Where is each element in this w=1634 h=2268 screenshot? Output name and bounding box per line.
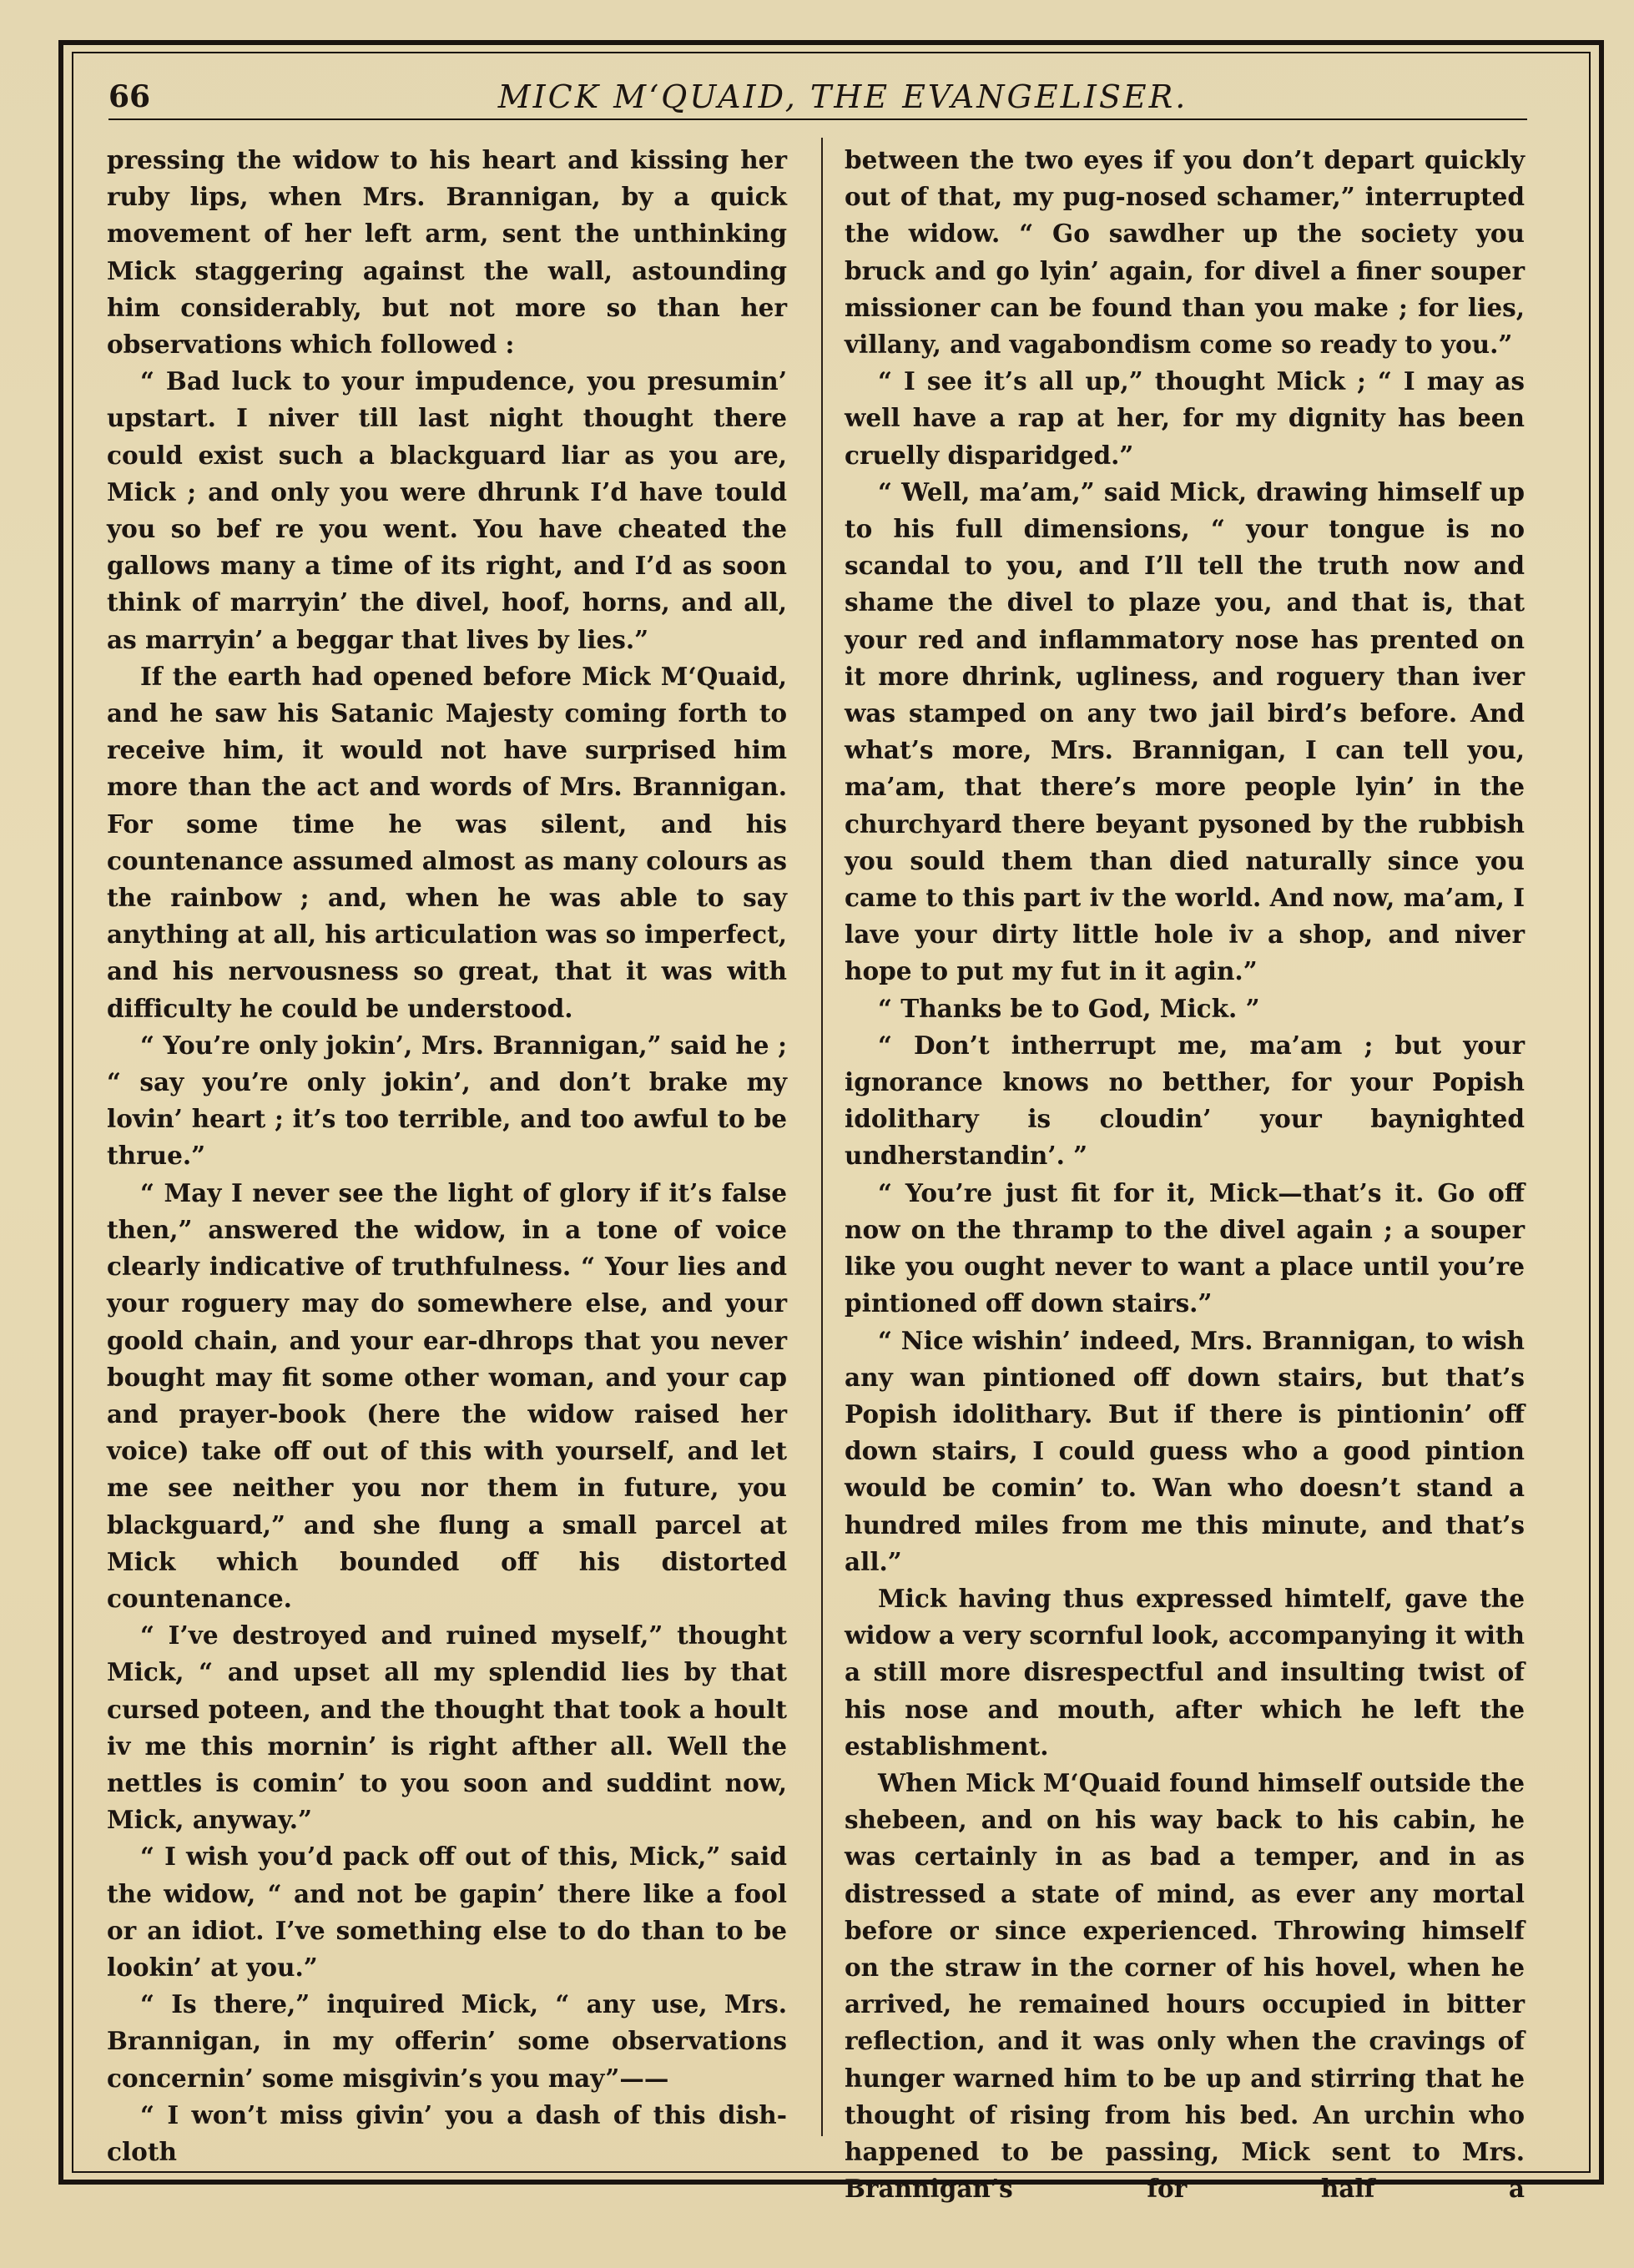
paragraph: “ I see it’s all up,” thought Mick ; “ I may as well have a rap at her, for my dignity has been cruelly disparidged.” — [845, 366, 1525, 470]
paragraph: “ Bad luck to your impudence, you presumin’ upstart. I niver till last night thought there could exist such a blackguard liar as you are, Mick ; and only you were dhrunk I’d have tould you so bef re you went. You have cheated the gallows many a time of its right, and I’d as soon think of marryin’ the divel, hoof, horns, and all, as marryin’ a beggar that lives by lies.” — [107, 366, 787, 654]
paragraph: pressing the widow to his heart and kissing her ruby lips, when Mrs. Brannigan, by a quick movement of her left arm, sent the unthinking Mick staggering against the wall, astounding him considerably, but not more so than her observations which followed : — [107, 145, 787, 360]
page-number: 66 — [108, 79, 151, 114]
paragraph: “ I won’t miss givin’ you a dash of this dish-cloth — [107, 2099, 787, 2166]
paragraph: If the earth had opened before Mick M‘Quaid, and he saw his Satanic Majesty coming forth to receive him, it would not have surprised him more than the act and words of Mrs. Brannigan. For some time he was silent, and his countenance assumed almost as many colours as the rainbow ; and, when he was able to say anything at all, his articulation was so imperfect, and his nervousness so great, that it was with difficulty he could be understood. — [107, 661, 788, 1023]
column-divider — [821, 138, 823, 2136]
paragraph: “ I wish you’d pack off out of this, Mick,” said the widow, “ and not be gapin’ there like a fool or an idiot. I’ve something else to do than to be lookin’ at you.” — [107, 1842, 787, 1982]
paragraph: When Mick M‘Quaid found himself outside the shebeen, and on his way back to his cabin, he was certainly in as bad a temper, and in as distressed a state of mind, as ever any mortal before or since experienced. Throwing himself on the straw in the corner of his hovel, when he arrived, he remained hours occupied in bitter reflection, and it was only when the cravings of hunger warned him to be up and stirring that he thought of rising from his bed. An urchin who happened to be passing, Mick sent to Mrs. Brannigan’s for half a — [845, 1767, 1525, 2204]
page-header — [108, 72, 1527, 122]
paragraph: “ Nice wishin’ indeed, Mrs. Brannigan, to wish any wan pintioned off down stairs, but that’s Popish idolithary. But if there is pintionin’ off down stairs, I could guess who a good pintion would be comin’ to. Wan who doesn’t stand a hundred miles from me this minute, and that’s all.” — [845, 1325, 1525, 1576]
paragraph: Mick having thus expressed himtelf, gave the widow a very scornful look, accompanying it with a still more disrespectful and insulting twist of his nose and mouth, after which he left the establishment. — [845, 1583, 1525, 1761]
left-column — [107, 142, 787, 2170]
right-column — [845, 142, 1525, 2207]
header-rule — [108, 118, 1527, 120]
paragraph: “ Well, ma’am,” said Mick, drawing himself up to his full dimensions, “ your tongue is no scandal to you, and I’ll tell the truth now and shame the divel to plaze you, and that is, that your red and inflammatory nose has prented on it more dhrink, ugliness, and roguery than iver was stamped on any two jail bird’s before. And what’s more, Mrs. Brannigan, I can tell you, ma’am, that there’s more people lyin’ in the churchyard there beyant pysoned by the rubbish you sould them than died naturally since you came to this part iv the world. And now, ma’am, I lave your dirty little hole iv a shop, and niver hope to put my fut in it agin.” — [845, 476, 1525, 986]
paragraph: “ Is there,” inquired Mick, “ any use, Mrs. Brannigan, in my offerin’ some observations concernin’ some misgivin’s you may”—— — [107, 1989, 787, 2093]
paragraph: between the two eyes if you don’t depart quickly out of that, my pug-nosed schamer,” interrupted the widow. “ Go sawdher up the society you bruck and go lyin’ again, for divel a finer souper missioner can be found than you make ; for lies, villany, and vagabondism come so ready to you.” — [845, 145, 1525, 360]
paragraph: “ You’re just fit for it, Mick—that’s it. Go off now on the thramp to the divel again ; a souper like you ought never to want a place until you’re pintioned off down stairs.” — [845, 1177, 1525, 1318]
running-title: MICK M‘QUAID, THE EVANGELISER. — [497, 78, 1188, 115]
paragraph: “ Thanks be to God, Mick. ” — [878, 993, 1260, 1023]
paragraph: “ Don’t intherrupt me, ma’am ; but your ignorance knows no betther, for your Popish idolithary is cloudin’ your baynighted undherstandin’. ” — [845, 1030, 1525, 1171]
paragraph: “ I’ve destroyed and ruined myself,” thought Mick, “ and upset all my splendid lies by that cursed poteen, and the thought that took a hoult iv me this mornin’ is right afther all. Well the nettles is comin’ to you soon and suddint now, Mick, anyway.” — [107, 1620, 787, 1835]
paragraph: “ You’re only jokin’, Mrs. Brannigan,” said he ; “ say you’re only jokin’, and don’t brake my lovin’ heart ; it’s too terrible, and too awful to be thrue.” — [107, 1030, 787, 1171]
paragraph: “ May I never see the light of glory if it’s false then,” answered the widow, in a tone of voice clearly indicative of truthfulness. “ Your lies and your roguery may do somewhere else, and your goold chain, and your ear-dhrops that you never bought may fit some other woman, and your cap and prayer-book (here the widow raised her voice) take off out of this with yourself, and let me see neither you nor them in future, you blackguard,” and she flung a small parcel at Mick which bounded off his distorted countenance. — [107, 1177, 787, 1613]
